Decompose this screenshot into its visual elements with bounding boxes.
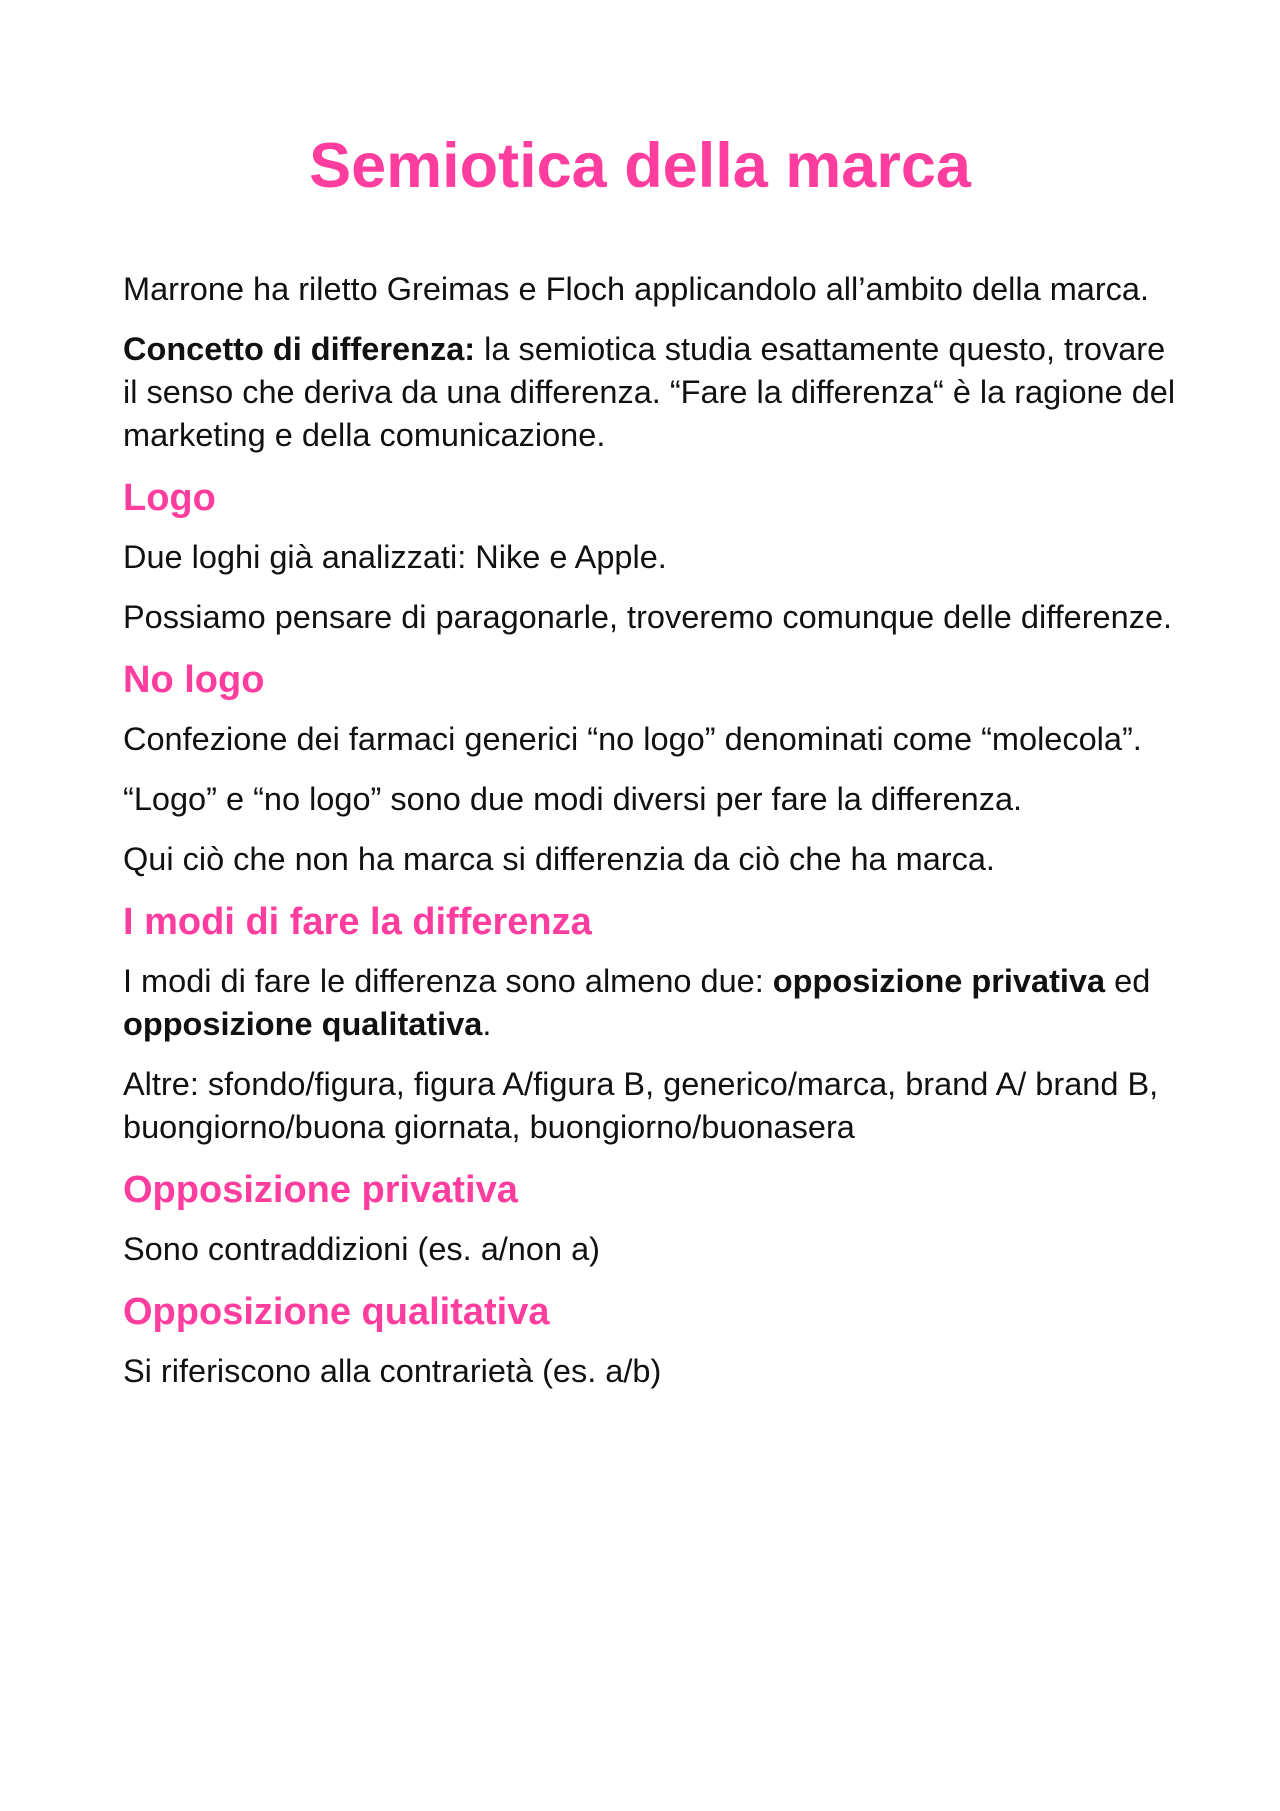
modi-term-privativa: opposizione privativa [772,963,1106,999]
heading-logo: Logo [123,477,216,519]
heading-modi: I modi di fare la differenza [123,901,592,943]
logo-paragraph-1: Due loghi già analizzati: Nike e Apple. [123,539,667,575]
difference-concept-text: la semiotica studia esattamente questo, trovare il senso che deriva da una differenza. “Fare la differenza“ è la ragione del marketing e della comunicazione. [123,331,1176,453]
nologo-paragraph-2: “Logo” e “no logo” sono due modi diversi per fare la differenza. [123,781,1023,817]
difference-concept-label: Concetto di differenza: [123,331,476,367]
difference-concept-paragraph [123,328,1183,457]
modi-text-e: . [482,1006,492,1042]
nologo-paragraph-3: Qui ciò che non ha marca si differenzia da ciò che ha marca. [123,841,995,877]
heading-opposizione-qualitativa: Opposizione qualitativa [123,1291,550,1333]
heading-no-logo: No logo [123,659,265,701]
modi-term-qualitativa: opposizione qualitativa [123,1006,483,1042]
modi-paragraph-1 [123,960,1183,1046]
document-body [123,268,1183,1410]
page-title: Semiotica della marca [309,131,971,201]
privativa-paragraph: Sono contraddizioni (es. a/non a) [123,1231,600,1267]
logo-paragraph-2: Possiamo pensare di paragonarle, troveremo comunque delle differenze. [123,599,1173,635]
modi-text-c: ed [1105,963,1151,999]
modi-paragraph-2: Altre: sfondo/figura, figura A/figura B, generico/marca, brand A/ brand B, buongiorno/buona giornata, buongiorno/buonasera [123,1066,1159,1145]
heading-opposizione-privativa: Opposizione privativa [123,1169,518,1211]
qualitativa-paragraph: Si riferiscono alla contrarietà (es. a/b) [123,1353,662,1389]
intro-paragraph: Marrone ha riletto Greimas e Floch applicandolo all’ambito della marca. [123,271,1150,307]
nologo-paragraph-1: Confezione dei farmaci generici “no logo” denominati come “molecola”. [123,721,1142,757]
modi-text-a: I modi di fare le differenza sono almeno due: [123,963,773,999]
